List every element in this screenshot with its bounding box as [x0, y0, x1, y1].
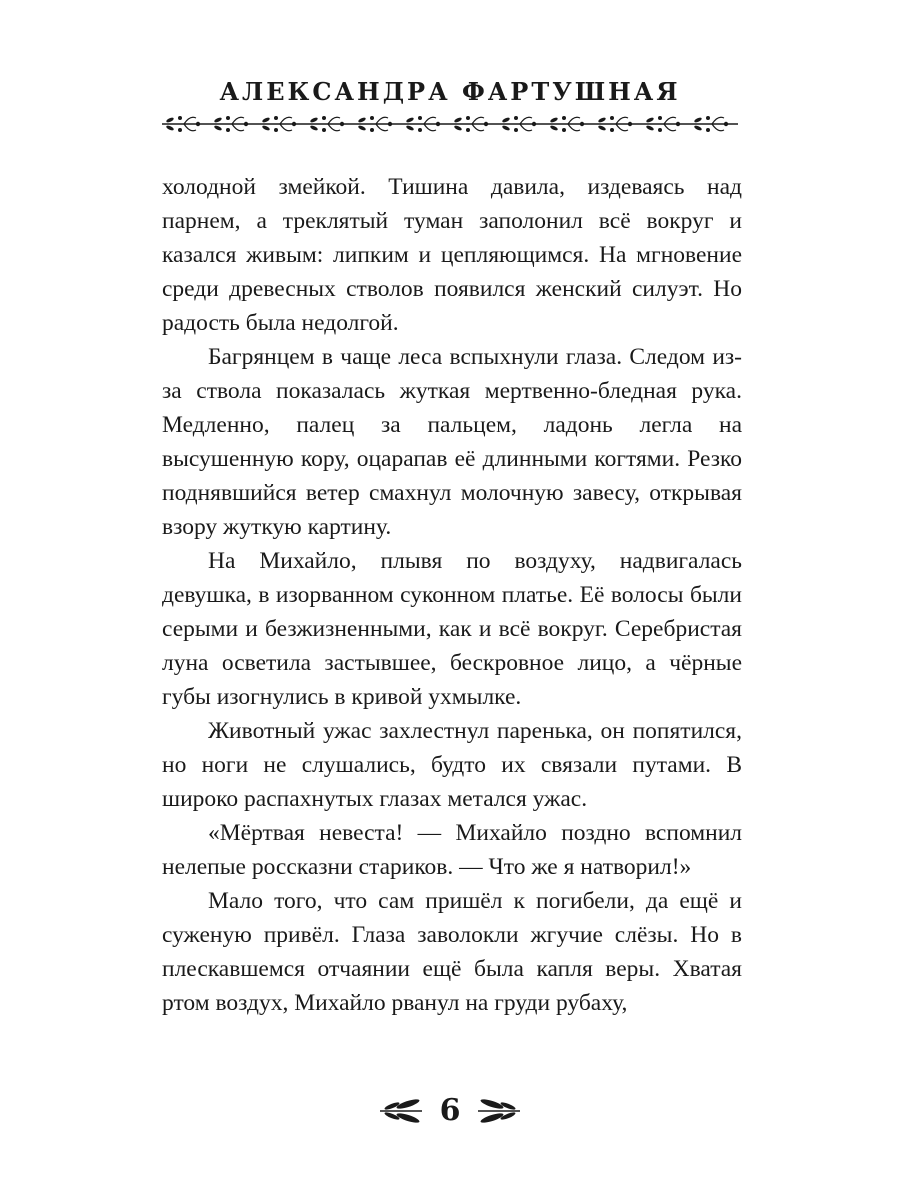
- paragraph: холодной змейкой. Тишина давила, издеваясь над парнем, а треклятый туман заполонил всё вокруг и казался живым: липким и цепляющимся. На мгновение среди древесных стволов появился женский силуэт. Но радость была недолгой.: [162, 174, 742, 336]
- paragraph: «Мёртвая невеста! — Михайло поздно вспомнил нелепые россказни стариков. — Что же я натворил!»: [162, 820, 742, 880]
- leaf-sprig-icon: [378, 1098, 424, 1124]
- body-text: [162, 170, 742, 1020]
- paragraph: На Михайло, плывя по воздуху, надвигалась девушка, в изорванном суконном платье. Её волосы были серыми и безжизненными, как и всё вокруг. Серебристая луна осветила застывшее, бескровное лицо, а чёрные губы изогнулись в кривой ухмылке.: [162, 548, 742, 710]
- leaf-sprig-icon: [476, 1098, 522, 1124]
- vine-ornament-icon: [162, 114, 738, 134]
- paragraph: Животный ужас захлестнул паренька, он попятился, но ноги не слушались, будто их связали путами. В широко распахнутых глазах метался ужас.: [162, 718, 742, 812]
- paragraph: Багрянцем в чаще леса вспыхнули глаза. Следом из-за ствола показалась жуткая мертвенно-бледная рука. Медленно, палец за пальцем, ладонь легла на высушенную кору, оцарапав её длинными когтями. Резко поднявшийся ветер смахнул молочную завесу, открывая взору жуткую картину.: [162, 344, 742, 540]
- page-header: [0, 76, 900, 108]
- running-head: АЛЕКСАНДРА ФАРТУШНАЯ: [219, 77, 681, 106]
- page-number: 6: [439, 1093, 461, 1128]
- page-footer: [0, 1086, 900, 1136]
- paragraph: Мало того, что сам пришёл к погибели, да ещё и суженую привёл. Глаза заволокли жгучие слёзы. Но в плескавшемся отчаянии ещё была капля веры. Хватая ртом воздух, Михайло рванул на груди рубаху,: [162, 888, 742, 1016]
